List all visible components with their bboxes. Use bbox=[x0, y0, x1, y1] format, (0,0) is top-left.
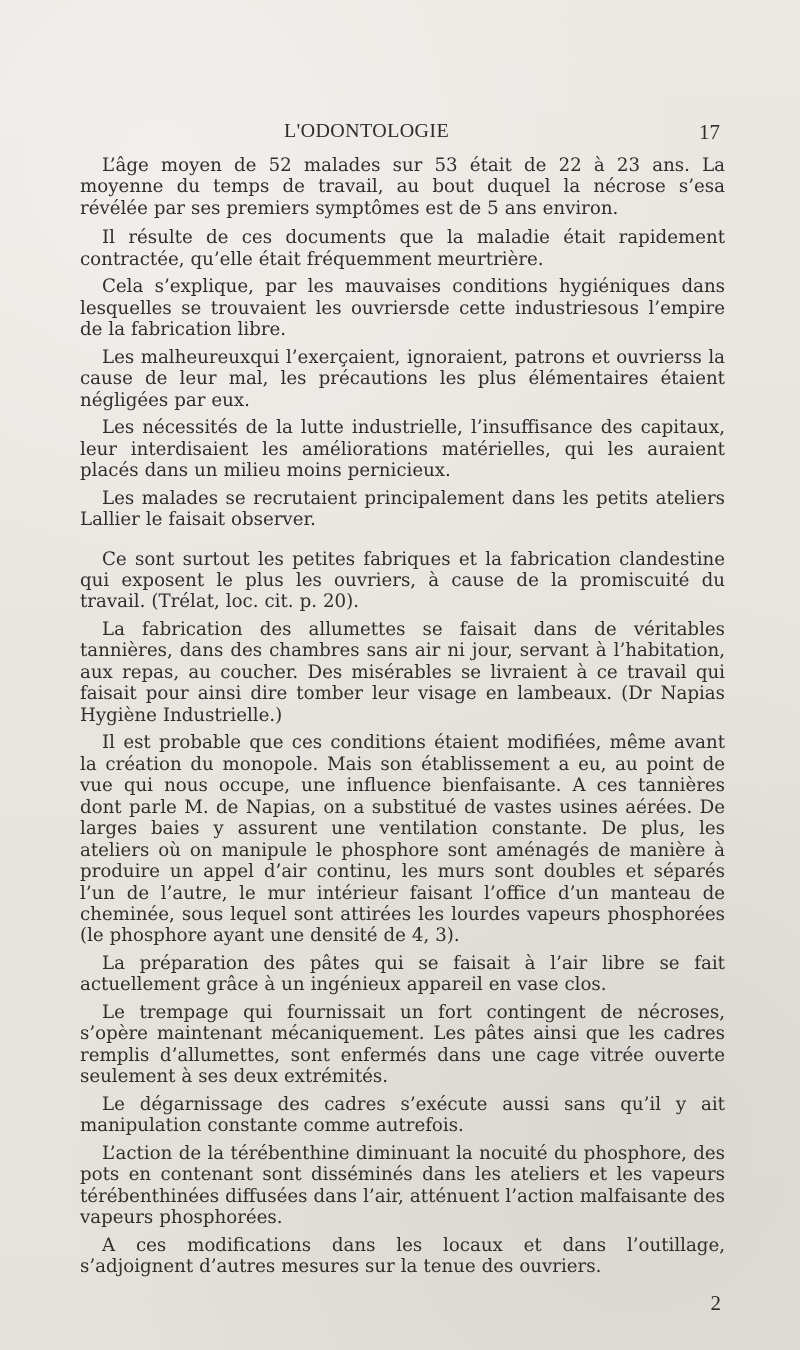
paragraph: A ces modifications dans les locaux et dans l’outillage, s’adjoignent d’autres mesures sur la tenue des ouvriers. bbox=[80, 1234, 725, 1278]
page-title: L'ODONTOLOGIE bbox=[284, 120, 450, 142]
page-number: 17 bbox=[699, 120, 720, 144]
paragraph: Cela s’explique, par les mauvaises conditions hygiéniques dans lesquelles se trouvaient les ouvriersde cette industriesous l’empire de la fabrication libre. bbox=[80, 276, 725, 341]
footer-mark: 2 bbox=[710, 1291, 721, 1315]
paragraph: La préparation des pâtes qui se faisait à l’air libre se fait actuellement grâce à un ingénieux appareil en vase clos. bbox=[80, 952, 725, 996]
paragraph: Le trempage qui fournissait un fort contingent de nécroses, s’opère maintenant mécaniquement. Les pâtes ainsi que les cadres remplis d’allumettes, sont enfermés dans une cage vitrée ouverte seulement à ses deux extrémités. bbox=[80, 1001, 725, 1088]
paragraph: Le dégarnissage des cadres s’exécute aussi sans qu’il y ait manipulation constante comme autrefois. bbox=[80, 1093, 725, 1137]
paragraph: Les malheureuxqui l’exerçaient, ignoraient, patrons et ouvrierss la cause de leur mal, les précautions les plus élémentaires étaient négligées par eux. bbox=[80, 346, 725, 411]
paragraph: L’action de la térébenthine diminuant la nocuité du phosphore, des pots en contenant sont disséminés dans les ateliers et les vapeurs térébenthinées diffusées dans l’air, atténuent l’action malfaisante des vapeurs phosphorées. bbox=[80, 1142, 725, 1229]
page-header bbox=[80, 120, 720, 148]
paragraph: L’âge moyen de 52 malades sur 53 était de 22 à 23 ans. La moyenne du temps de travail, au bout duquel la nécrose s’esa révélée par ses premiers symptômes est de 5 ans environ. bbox=[80, 155, 725, 219]
paragraph: Ce sont surtout les petites fabriques et la fabrication clandestine qui exposent le plus les ouvriers, à cause de la promiscuité du travail. (Trélat, loc. cit. p. 20). bbox=[80, 548, 725, 613]
paragraph: Les malades se recrutaient principalement dans les petits ateliers Lallier le faisait observer. bbox=[80, 487, 725, 531]
paragraph: Les nécessités de la lutte industrielle, l’insuffisance des capitaux, leur interdisaient les améliorations matérielles, qui les auraient placés dans un milieu moins pernicieux. bbox=[80, 417, 725, 482]
paragraph: Il résulte de ces documents que la maladie était rapidement contractée, qu’elle était fréquemment meurtrière. bbox=[80, 227, 725, 270]
section-gap bbox=[80, 539, 725, 549]
paragraph: Il est probable que ces conditions étaient modifiées, même avant la création du monopole. Mais son établissement a eu, au point de vue qui nous occupe, une influence bienfaisante. A ces tannières dont parle M. de Napias, on a substitué de vastes usines aérées. De larges baies y assurent une ventilation constante. De plus, les ateliers où on manipule le phosphore sont aménagés de manière à produire un appel d’air continu, les murs sont doubles et séparés l’un de l’autre, le mur intérieur faisant l’office d’un manteau de cheminée, sous lequel sont attirées les lourdes vapeurs phosphorées (le phosphore ayant une densité de 4, 3). bbox=[80, 732, 725, 947]
paragraph: La fabrication des allumettes se faisait dans de véritables tannières, dans des chambres sans air ni jour, servant à l’habitation, aux repas, au coucher. Des misérables se livraient à ce travail qui faisait pour ainsi dire tomber leur visage en lambeaux. (Dr Napias Hygiène Industrielle.) bbox=[80, 618, 725, 726]
page-body bbox=[80, 155, 725, 1284]
